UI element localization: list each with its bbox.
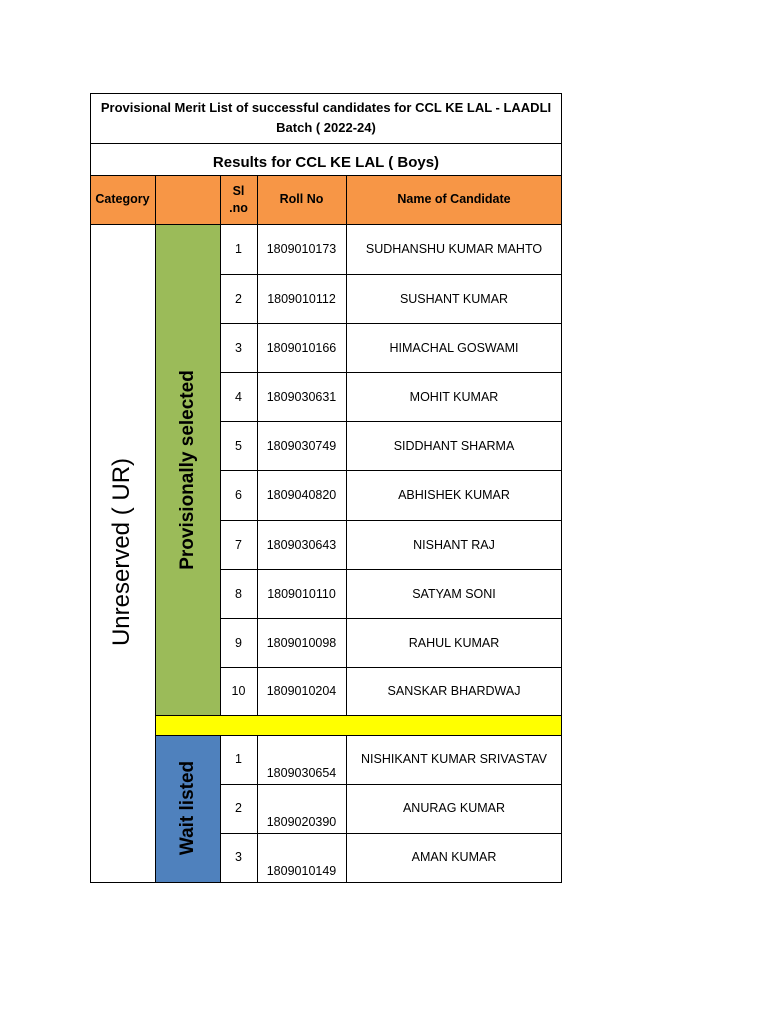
sl-number: 3 xyxy=(235,849,242,864)
header-name: Name of Candidate xyxy=(397,192,511,206)
merit-list-title: Provisional Merit List of successful candidates for CCL KE LAL - LAADLI Batch ( 2022-24) xyxy=(100,100,552,135)
grid-line xyxy=(155,715,562,716)
grid-line xyxy=(90,93,562,94)
grid-line xyxy=(346,735,347,883)
roll-number: 1809010149 xyxy=(266,864,337,878)
grid-line xyxy=(220,372,562,373)
sl-number: 3 xyxy=(235,340,242,355)
candidate-name: HIMACHAL GOSWAMI xyxy=(389,340,519,355)
grid-line xyxy=(90,224,562,225)
grid-line xyxy=(220,618,562,619)
category-label: Unreserved ( UR) xyxy=(108,457,135,647)
sl-number: 2 xyxy=(235,800,242,815)
grid-line xyxy=(220,667,562,668)
results-subtitle: Results for CCL KE LAL ( Boys) xyxy=(212,154,440,171)
candidate-name: NISHIKANT KUMAR SRIVASTAV xyxy=(361,751,547,766)
grid-line xyxy=(220,833,562,834)
sl-number: 10 xyxy=(231,684,246,698)
grid-line xyxy=(257,175,258,715)
roll-number: 1809010204 xyxy=(266,684,337,698)
grid-line xyxy=(90,143,562,144)
candidate-name: SANSKAR BHARDWAJ xyxy=(387,684,521,698)
sl-number: 7 xyxy=(235,537,242,552)
grid-line xyxy=(220,175,221,715)
candidate-name: NISHANT RAJ xyxy=(413,537,495,552)
grid-line xyxy=(155,175,156,883)
grid-line xyxy=(220,784,562,785)
header-sl-no: Sl .no xyxy=(229,183,248,215)
sl-number: 9 xyxy=(235,635,242,650)
grid-line xyxy=(220,470,562,471)
sl-number: 2 xyxy=(235,291,242,306)
roll-number: 1809030631 xyxy=(266,389,337,404)
sl-number: 4 xyxy=(235,389,242,404)
sl-number: 1 xyxy=(235,751,242,766)
grid-line xyxy=(220,520,562,521)
roll-number: 1809030749 xyxy=(266,438,337,453)
grid-line xyxy=(257,735,258,883)
candidate-name: RAHUL KUMAR xyxy=(408,635,500,650)
candidate-name: ABHISHEK KUMAR xyxy=(398,488,510,502)
roll-number: 1809030643 xyxy=(266,537,337,552)
candidate-name: ANURAG KUMAR xyxy=(402,800,506,815)
roll-number: 1809010098 xyxy=(266,635,337,650)
candidate-name: SUSHANT KUMAR xyxy=(399,291,509,306)
sl-number: 5 xyxy=(235,438,242,453)
grid-line xyxy=(346,175,347,715)
grid-line xyxy=(220,323,562,324)
selected-group-label: Provisionally selected xyxy=(177,370,198,570)
roll-number: 1809010166 xyxy=(266,340,337,355)
header-category: Category xyxy=(95,192,150,206)
candidate-name: MOHIT KUMAR xyxy=(409,389,499,404)
candidate-name: AMAN KUMAR xyxy=(411,849,497,864)
header-roll-no: Roll No xyxy=(279,192,324,206)
grid-line xyxy=(561,93,562,883)
roll-number: 1809010173 xyxy=(266,242,337,256)
grid-line xyxy=(220,421,562,422)
grid-line xyxy=(220,735,221,883)
separator-band xyxy=(155,715,562,735)
grid-line xyxy=(90,175,562,176)
roll-number: 1809010112 xyxy=(267,291,336,306)
candidate-name: SATYAM SONI xyxy=(412,586,496,601)
grid-line xyxy=(90,882,562,883)
grid-line xyxy=(90,93,91,883)
waitlist-group-label: Wait listed xyxy=(177,760,198,856)
roll-number: 1809020390 xyxy=(266,815,337,829)
grid-line xyxy=(155,735,562,736)
grid-line xyxy=(220,569,562,570)
candidate-name: SUDHANSHU KUMAR MAHTO xyxy=(365,242,543,256)
roll-number: 1809010110 xyxy=(267,586,336,601)
roll-number: 1809040820 xyxy=(266,488,337,502)
roll-number: 1809030654 xyxy=(266,766,337,780)
sl-number: 6 xyxy=(235,488,242,502)
grid-line xyxy=(220,274,562,275)
sl-number: 1 xyxy=(235,242,242,256)
candidate-name: SIDDHANT SHARMA xyxy=(393,438,515,453)
sl-number: 8 xyxy=(235,586,242,601)
